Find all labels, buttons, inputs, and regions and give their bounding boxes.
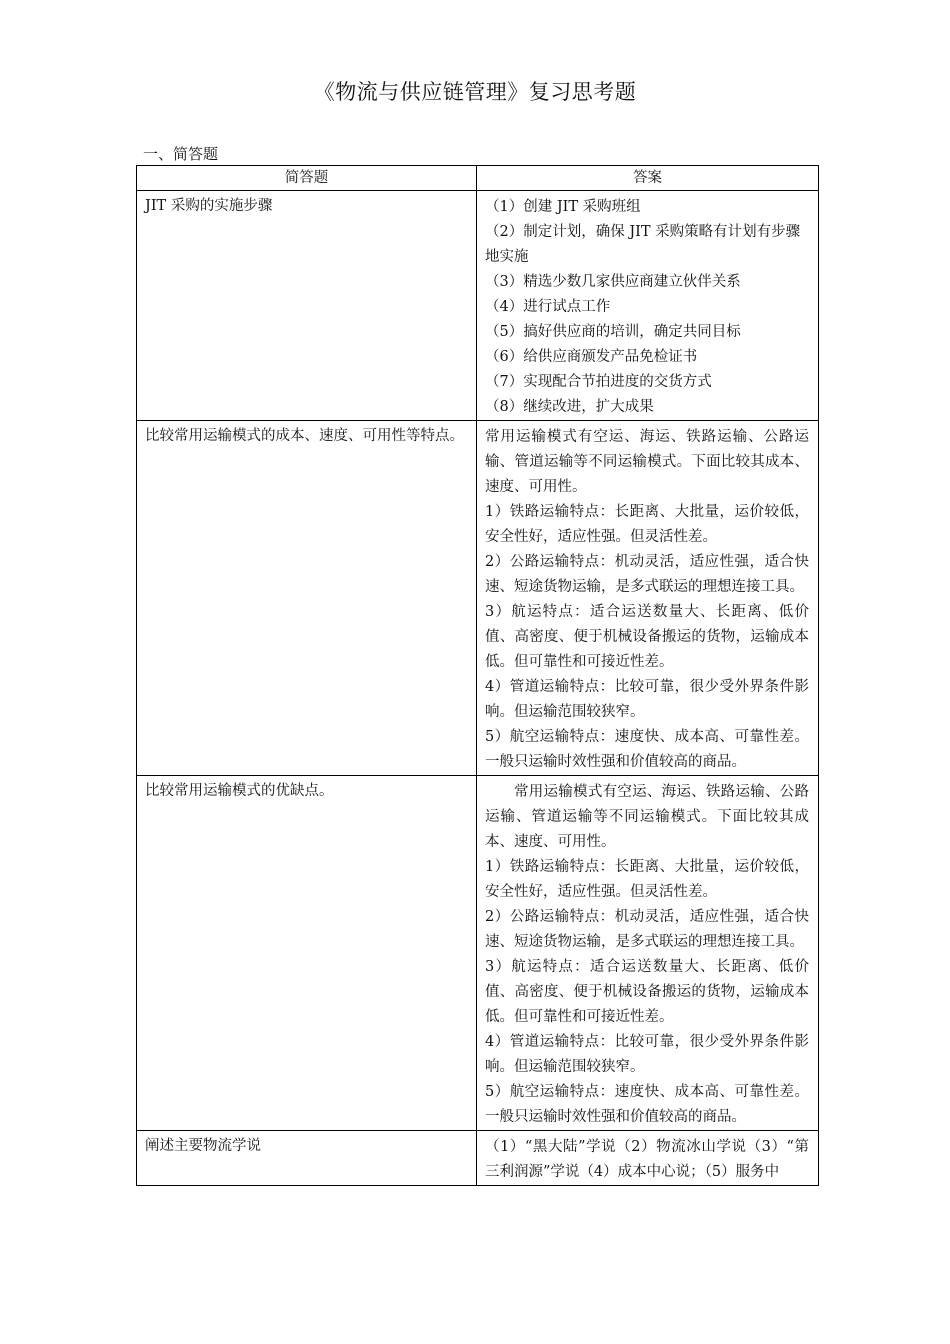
section-heading: 一、简答题: [143, 145, 219, 163]
answer-line: 常用运输模式有空运、海运、铁路运输、公路运输、管道运输等不同运输模式。下面比较其成本、速度、可用性。: [485, 429, 809, 495]
answer-cell: [477, 776, 819, 1131]
table-row: [137, 1131, 819, 1186]
answer-line: 3）航运特点：适合运送数量大、长距离、低价值、高密度、便于机械设备搬运的货物，运输成本低。但可靠性和可接近性差。: [485, 959, 809, 1025]
answer-line: 5）航空运输特点：速度快、成本高、可靠性差。一般只运输时效性强和价值较高的商品。: [485, 729, 809, 770]
header-question: 简答题: [137, 166, 477, 191]
answer-line: 1）铁路运输特点：长距离、大批量，运价较低，安全性好，适应性强。但灵活性差。: [485, 504, 809, 545]
answer-line: （4）进行试点工作: [485, 299, 611, 315]
answer-line: （7）实现配合节拍进度的交货方式: [485, 374, 712, 390]
answer-line: （1）创建 JIT 采购班组: [485, 199, 641, 215]
question-cell: 阐述主要物流学说: [137, 1131, 477, 1186]
answer-line: 5）航空运输特点：速度快、成本高、可靠性差。一般只运输时效性强和价值较高的商品。: [485, 1084, 809, 1125]
answer-line: （8）继续改进，扩大成果: [485, 399, 654, 415]
answer-line: 4）管道运输特点：比较可靠，很少受外界条件影响。但运输范围较狭窄。: [485, 679, 809, 720]
answer-line: 2）公路运输特点：机动灵活，适应性强，适合快速、短途货物运输，是多式联运的理想连接工具。: [485, 554, 809, 595]
qa-table: [136, 165, 819, 1186]
question-cell: 比较常用运输模式的成本、速度、可用性等特点。: [137, 421, 477, 776]
answer-cell: [477, 421, 819, 776]
answer-line: 常用运输模式有空运、海运、铁路运输、公路运输、管道运输等不同运输模式。下面比较其成本、速度、可用性。: [485, 784, 809, 850]
table-row: [137, 421, 819, 776]
answer-cell: [477, 191, 819, 421]
answer-line: （1）“黑大陆”学说（2）物流冰山学说（3）“第三利润源”学说（4）成本中心说；（5）服务中: [485, 1139, 809, 1180]
answer-line: （6）给供应商颁发产品免检证书: [485, 349, 698, 365]
header-answer: 答案: [477, 166, 819, 191]
table-header-row: [137, 166, 819, 191]
question-cell: 比较常用运输模式的优缺点。: [137, 776, 477, 1131]
table-row: [137, 191, 819, 421]
answer-cell: [477, 1131, 819, 1186]
answer-line: （5）搞好供应商的培训，确定共同目标: [485, 324, 741, 340]
answer-line: 2）公路运输特点：机动灵活，适应性强，适合快速、短途货物运输，是多式联运的理想连接工具。: [485, 909, 809, 950]
answer-line: 3）航运特点：适合运送数量大、长距离、低价值、高密度、便于机械设备搬运的货物，运输成本低。但可靠性和可接近性差。: [485, 604, 809, 670]
answer-line: 4）管道运输特点：比较可靠，很少受外界条件影响。但运输范围较狭窄。: [485, 1034, 809, 1075]
document-title: 《物流与供应链管理》复习思考题: [313, 80, 637, 104]
answer-line: 1）铁路运输特点：长距离、大批量，运价较低，安全性好，适应性强。但灵活性差。: [485, 859, 809, 900]
table-row: [137, 776, 819, 1131]
question-cell: JIT 采购的实施步骤: [137, 191, 477, 421]
answer-line: （2）制定计划，确保 JIT 采购策略有计划有步骤地实施: [485, 224, 801, 265]
answer-line: （3）精选少数几家供应商建立伙伴关系: [485, 274, 741, 290]
